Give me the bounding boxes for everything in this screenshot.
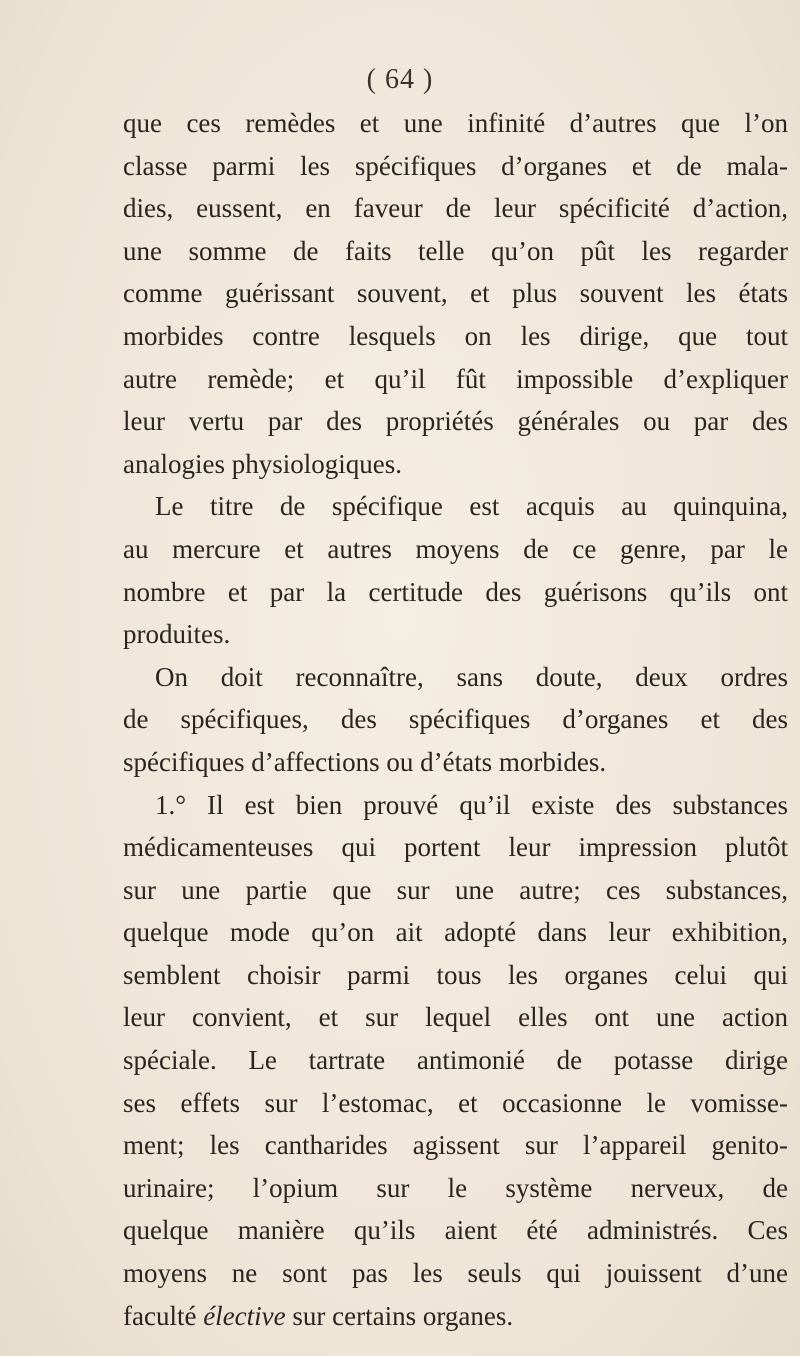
text-line: leur vertu par des propriétés générales ou par des xyxy=(123,406,788,437)
text-line: spécifiques d’affections ou d’états morbides. xyxy=(123,746,607,777)
body-text xyxy=(123,102,788,1337)
text-line: quelque manière qu’ils aient été administrés. Ces xyxy=(123,1215,788,1246)
text-line: ses effets sur l’estomac, et occasionne le vomisse- xyxy=(123,1087,788,1118)
final-text-line xyxy=(123,1295,788,1338)
text-line: médicamenteuses qui portent leur impression plutôt xyxy=(123,832,788,863)
text-line: moyens ne sont pas les seuls qui jouissent d’une xyxy=(123,1258,788,1289)
text-line: que ces remèdes et une infinité d’autres que l’on xyxy=(123,108,788,138)
page-number: ( 64 ) xyxy=(366,64,434,95)
italic-word: élective xyxy=(203,1300,286,1331)
text-line: spéciale. Le tartrate antimonié de potasse dirige xyxy=(123,1045,788,1076)
text-line: autre remède; et qu’il fût impossible d’expliquer xyxy=(123,363,788,394)
text-line: de spécifiques, des spécifiques d’organes et des xyxy=(123,704,788,735)
text-line: une somme de faits telle qu’on pût les regarder xyxy=(123,235,788,266)
text-line: nombre et par la certitude des guérisons qu’ils ont xyxy=(123,576,788,607)
final-line-end: sur certains organes. xyxy=(285,1300,514,1331)
text-line: urinaire; l’opium sur le système nerveux, de xyxy=(123,1172,788,1203)
text-line: dies, eussent, en faveur de leur spécificité d’action, xyxy=(123,193,788,224)
text-line: morbides contre lesquels on les dirige, que tout xyxy=(123,320,788,351)
final-line-start: faculté xyxy=(123,1300,204,1331)
text-line: Le titre de spécifique est acquis au quinquina, xyxy=(155,491,788,522)
text-line: semblent choisir parmi tous les organes celui qui xyxy=(123,959,788,990)
text-line: classe parmi les spécifiques d’organes et de mala- xyxy=(123,150,788,181)
text-line: sur une partie que sur une autre; ces substances, xyxy=(123,874,788,905)
text-line: ment; les cantharides agissent sur l’appareil genito- xyxy=(123,1130,788,1161)
text-line: au mercure et autres moyens de ce genre, par le xyxy=(123,533,788,564)
text-line: 1.° Il est bien prouvé qu’il existe des substances xyxy=(155,789,788,820)
text-line: analogies physiologiques. xyxy=(123,448,402,479)
text-line: leur convient, et sur lequel elles ont une action xyxy=(123,1002,788,1033)
text-line: On doit reconnaître, sans doute, deux ordres xyxy=(155,661,788,692)
text-line: produites. xyxy=(123,619,231,650)
text-line: quelque mode qu’on ait adopté dans leur exhibition, xyxy=(123,917,788,948)
text-line: comme guérissant souvent, et plus souvent les états xyxy=(123,278,788,309)
